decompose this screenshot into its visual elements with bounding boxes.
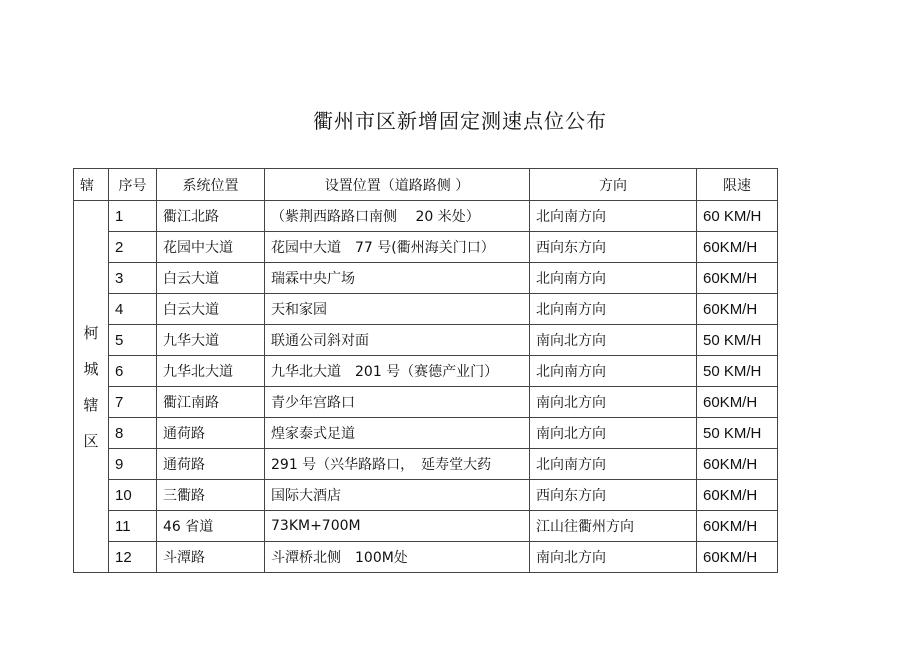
- direction-cell: 北向南方向: [530, 263, 697, 294]
- district-cell: [74, 201, 109, 573]
- seq-cell: 3: [109, 263, 157, 294]
- system-location-cell: 46 省道: [157, 511, 265, 542]
- header-direction: 方向: [530, 169, 697, 201]
- system-location-cell: 通荷路: [157, 449, 265, 480]
- direction-cell: 北向南方向: [530, 201, 697, 232]
- seq-cell: 8: [109, 418, 157, 449]
- table-row: [74, 232, 778, 263]
- speed-limit-cell: 50 KM/H: [697, 356, 778, 387]
- seq-cell: 11: [109, 511, 157, 542]
- seq-cell: 5: [109, 325, 157, 356]
- direction-cell: 北向南方向: [530, 356, 697, 387]
- direction-cell: 南向北方向: [530, 418, 697, 449]
- direction-cell: 北向南方向: [530, 294, 697, 325]
- system-location-cell: 花园中大道: [157, 232, 265, 263]
- speed-limit-cell: 60 KM/H: [697, 201, 778, 232]
- seq-cell: 10: [109, 480, 157, 511]
- set-location-cell: 煌家泰式足道: [265, 418, 530, 449]
- table-row: [74, 480, 778, 511]
- table-body: [74, 201, 778, 573]
- speed-limit-cell: 60KM/H: [697, 263, 778, 294]
- table-row: [74, 418, 778, 449]
- set-location-cell: 国际大酒店: [265, 480, 530, 511]
- table-row: [74, 325, 778, 356]
- speed-limit-cell: 60KM/H: [697, 449, 778, 480]
- district-char: 辖: [83, 395, 99, 414]
- system-location-cell: 衢江南路: [157, 387, 265, 418]
- speed-limit-cell: 50 KM/H: [697, 418, 778, 449]
- direction-cell: 南向北方向: [530, 542, 697, 573]
- set-location-cell: 73KM+700M: [265, 511, 530, 542]
- direction-cell: 西向东方向: [530, 232, 697, 263]
- table-row: [74, 356, 778, 387]
- table-row: [74, 449, 778, 480]
- header-system-location: 系统位置: [157, 169, 265, 201]
- table-row: [74, 387, 778, 418]
- seq-cell: 4: [109, 294, 157, 325]
- set-location-cell: 花园中大道 77 号(衢州海关门口）: [265, 232, 530, 263]
- speed-limit-cell: 60KM/H: [697, 387, 778, 418]
- speed-limit-cell: 60KM/H: [697, 511, 778, 542]
- table-row: [74, 263, 778, 294]
- seq-cell: 7: [109, 387, 157, 418]
- set-location-cell: 九华北大道 201 号（赛德产业门）: [265, 356, 530, 387]
- speed-limit-cell: 50 KM/H: [697, 325, 778, 356]
- table-header-row: [74, 169, 778, 201]
- set-location-cell: 天和家园: [265, 294, 530, 325]
- seq-cell: 6: [109, 356, 157, 387]
- header-seq: 序号: [109, 169, 157, 201]
- set-location-cell: 联通公司斜对面: [265, 325, 530, 356]
- set-location-cell: 青少年宫路口: [265, 387, 530, 418]
- direction-cell: 北向南方向: [530, 449, 697, 480]
- set-location-cell: （紫荆西路路口南侧 20 米处）: [265, 201, 530, 232]
- district-char: 柯: [83, 323, 99, 342]
- system-location-cell: 白云大道: [157, 294, 265, 325]
- table-row: [74, 294, 778, 325]
- speed-limit-cell: 60KM/H: [697, 542, 778, 573]
- direction-cell: 南向北方向: [530, 387, 697, 418]
- speed-limit-cell: 60KM/H: [697, 232, 778, 263]
- table-row: [74, 201, 778, 232]
- header-district: 辖: [74, 169, 109, 201]
- set-location-cell: 瑞霖中央广场: [265, 263, 530, 294]
- speed-limit-cell: 60KM/H: [697, 480, 778, 511]
- system-location-cell: 斗潭路: [157, 542, 265, 573]
- seq-cell: 2: [109, 232, 157, 263]
- direction-cell: 西向东方向: [530, 480, 697, 511]
- district-char: 城: [83, 359, 99, 378]
- seq-cell: 12: [109, 542, 157, 573]
- header-set-location: 设置位置（道路路侧 ）: [265, 169, 530, 201]
- system-location-cell: 衢江北路: [157, 201, 265, 232]
- direction-cell: 南向北方向: [530, 325, 697, 356]
- header-speed-limit: 限速: [697, 169, 778, 201]
- speed-camera-table: [73, 168, 778, 573]
- system-location-cell: 三衢路: [157, 480, 265, 511]
- page-title: 衢州市区新增固定测速点位公布: [313, 109, 607, 133]
- table-row: [74, 511, 778, 542]
- speed-limit-cell: 60KM/H: [697, 294, 778, 325]
- system-location-cell: 九华北大道: [157, 356, 265, 387]
- set-location-cell: 291 号（兴华路路口， 延寿堂大药: [265, 449, 530, 480]
- table-row: [74, 542, 778, 573]
- seq-cell: 1: [109, 201, 157, 232]
- seq-cell: 9: [109, 449, 157, 480]
- system-location-cell: 通荷路: [157, 418, 265, 449]
- system-location-cell: 白云大道: [157, 263, 265, 294]
- system-location-cell: 九华大道: [157, 325, 265, 356]
- set-location-cell: 斗潭桥北侧 100M处: [265, 542, 530, 573]
- district-char: 区: [83, 431, 99, 450]
- direction-cell: 江山往衢州方向: [530, 511, 697, 542]
